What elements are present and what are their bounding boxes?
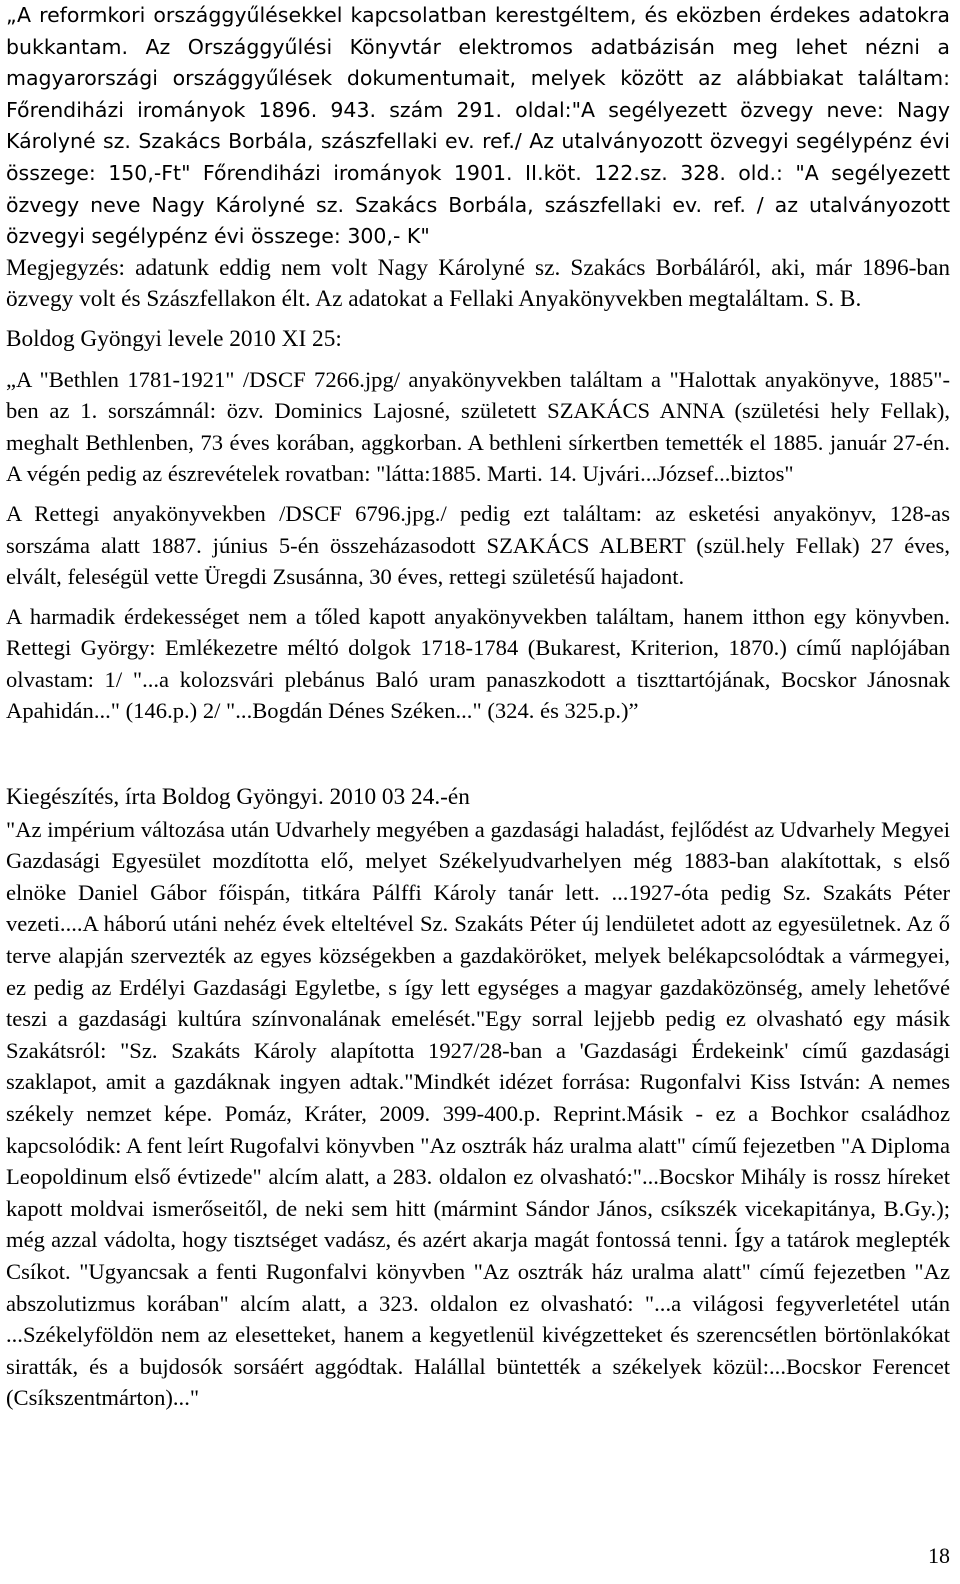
spacer xyxy=(6,593,950,601)
page-number: 18 xyxy=(928,1543,950,1568)
spacer xyxy=(6,316,950,324)
paragraph-supplement-heading: Kiegészítés, írta Boldog Gyöngyi. 2010 03 24.-én xyxy=(6,784,470,811)
paragraph-letter-heading: Boldog Gyöngyi levele 2010 XI 25: xyxy=(6,325,342,352)
paragraph-supplement-body: "Az impérium változása után Udvarhely megyében a gazdasági haladást, fejlődést az Udvarhely Megyei Gazdasági Egyesület mozdította elő, melyet Székelyudvarhelyen még 1883-ban alakítottak, s első elnöke Daniel Gábor főispán, titkára Pálffi Károly tanár lett. ...1927-óta pedig Sz. Szakáts Péter vezeti....A háború utáni nehéz évek elteltével Sz. Szakáts Péter új lendületet adott az egyesületnek. Az ő terve alapján szervezték az egyes községekben a gazdaköröket, melyek belékapcsolódtak a vármegyei, ez pedig az Erdélyi Gazdasági Egyletbe, s így lett egységes a magyar gazdaközönség, amely lehetővé teszi a gazdasági kultúra színvonalának emelését."Egy sorral lejjebb pedig ez olvasható egy másik Szakátsról: "Sz. Szakáts Károly alapította 1927/28-ban a 'Gazdasági Érdekeink' című gazdasági szaklapot, amit a gazdáknak ingyen adtak."Mindkét idézet forrása: Rugonfalvi Kiss István: A nemes székely nemzet képe. Pomáz, Kráter, 2009. 399-400.p. Reprint.Másik - ez a Bochkor családhoz kapcsolódik: A fent leírt Rugofalvi könyvben "Az osztrák ház uralma alatt" című fejezetben "A Diploma Leopoldinum első évtizede" alcím alatt, a 283. oldalon ez olvasható:"...Bocskor Mihály is rossz híreket kapott moldvai ismerőseitől, de neki sem hitt (mármint Sándor János, csíkszék vicekapitánya, B.Gy.); még azzal vádolta, hogy tisztséget vadász, és azért akarja magát fontossá tenni. Így a tatárok meglepték Csíkot. "Ugyancsak a fenti Rugonfalvi könyvben "Az osztrák ház uralma alatt" című fejezetben "Az abszolutizmus korában" alcím alatt, a 323. oldalon ez olvasható: "...a világosi fegyverletétel után ...Székelyföldön nem az elesetteket, hanem a kegyetlenül kivégzetteket és szerencsétlen börtönlakókat siratták, és a bujdosók sorsáért aggódtak. Halállal büntették a székelyek közül:...Bocskor Ferencet (Csíkszentmárton)..." xyxy=(6,816,950,1411)
paragraph-third-curiosity: A harmadik érdekességet nem a tőled kapott anyakönyvekben találtam, hanem itthon egy könyvben. Rettegi György: Emlékezetre méltó dolgok 1718-1784 (Bukarest, Kriterion, 1870.) című naplójában olvastam: 1/ "...a kolozsvári plebánus Baló uram panaszkodott a tiszttartójának, Bocskor Jánosnak Apahidán..." (146.p.) 2/ "...Bogdán Dénes Széken..." (324. és 325.p.)” xyxy=(6,603,950,724)
spacer xyxy=(6,727,950,782)
paragraph-rettegi-records: A Rettegi anyakönyvekben /DSCF 6796.jpg./ pedig ezt találtam: az esketési anyakönyv, 128-as sorszáma alatt 1887. június 5-én összeházasodott SZAKÁCS ALBERT (szül.hely Fellak) 27 éves, elvált, feleségül vette Üregdi Zsusánna, 30 éves, rettegi születésű hajadont. xyxy=(6,500,950,590)
spacer xyxy=(6,490,950,498)
paragraph-note: Megjegyzés: adatunk eddig nem volt Nagy Károlyné sz. Szakács Borbáláról, aki, már 1896-ban özvegy volt és Szászfellakon élt. Az adatokat a Fellaki Anyakönyvekben megtaláltam. S. B. xyxy=(6,254,950,313)
paragraph-parliament-records: „A reformkori országgyűlésekkel kapcsolatban kerestgéltem, és eközben érdekes adatokra bukkantam. Az Országgyűlési Könyvtár elektromos adatbázisán meg lehet nézni a magyarországi országgyűlések dokumentumait, melyek között az alábbiakat találtam: Főrendiházi irományok 1896. 943. szám 291. oldal:"A segélyezett özvegy neve: Nagy Károlyné sz. Szakács Borbála, szászfellaki ev. ref./ Az utalványozott özvegyi segélypénz évi összege: 150,-Ft" Főrendiházi irományok 1901. II.köt. 122.sz. 328. old.: "A segélyezett özvegy neve Nagy Károlyné sz. Szakács Borbála, szászfellaki ev. ref. / az utalványozott özvegyi segélypénz évi összege: 300,- K" xyxy=(6,3,950,249)
document-body xyxy=(6,0,950,1414)
paragraph-bethlen-records: „A "Bethlen 1781-1921" /DSCF 7266.jpg/ anyakönyvekben találtam a "Halottak anyakönyve, 1885"-ben az 1. sorszámnál: özv. Dominics Lajosné, született SZAKÁCS ANNA (születési hely Fellak), meghalt Bethlenben, 73 éves korában, aggkorban. A bethleni sírkertben temették el 1885. január 27-én. A végén pedig az észrevételek rovatban: "látta:1885. Marti. 14. Ujvári...József...biztos" xyxy=(6,366,950,487)
spacer xyxy=(6,356,950,364)
